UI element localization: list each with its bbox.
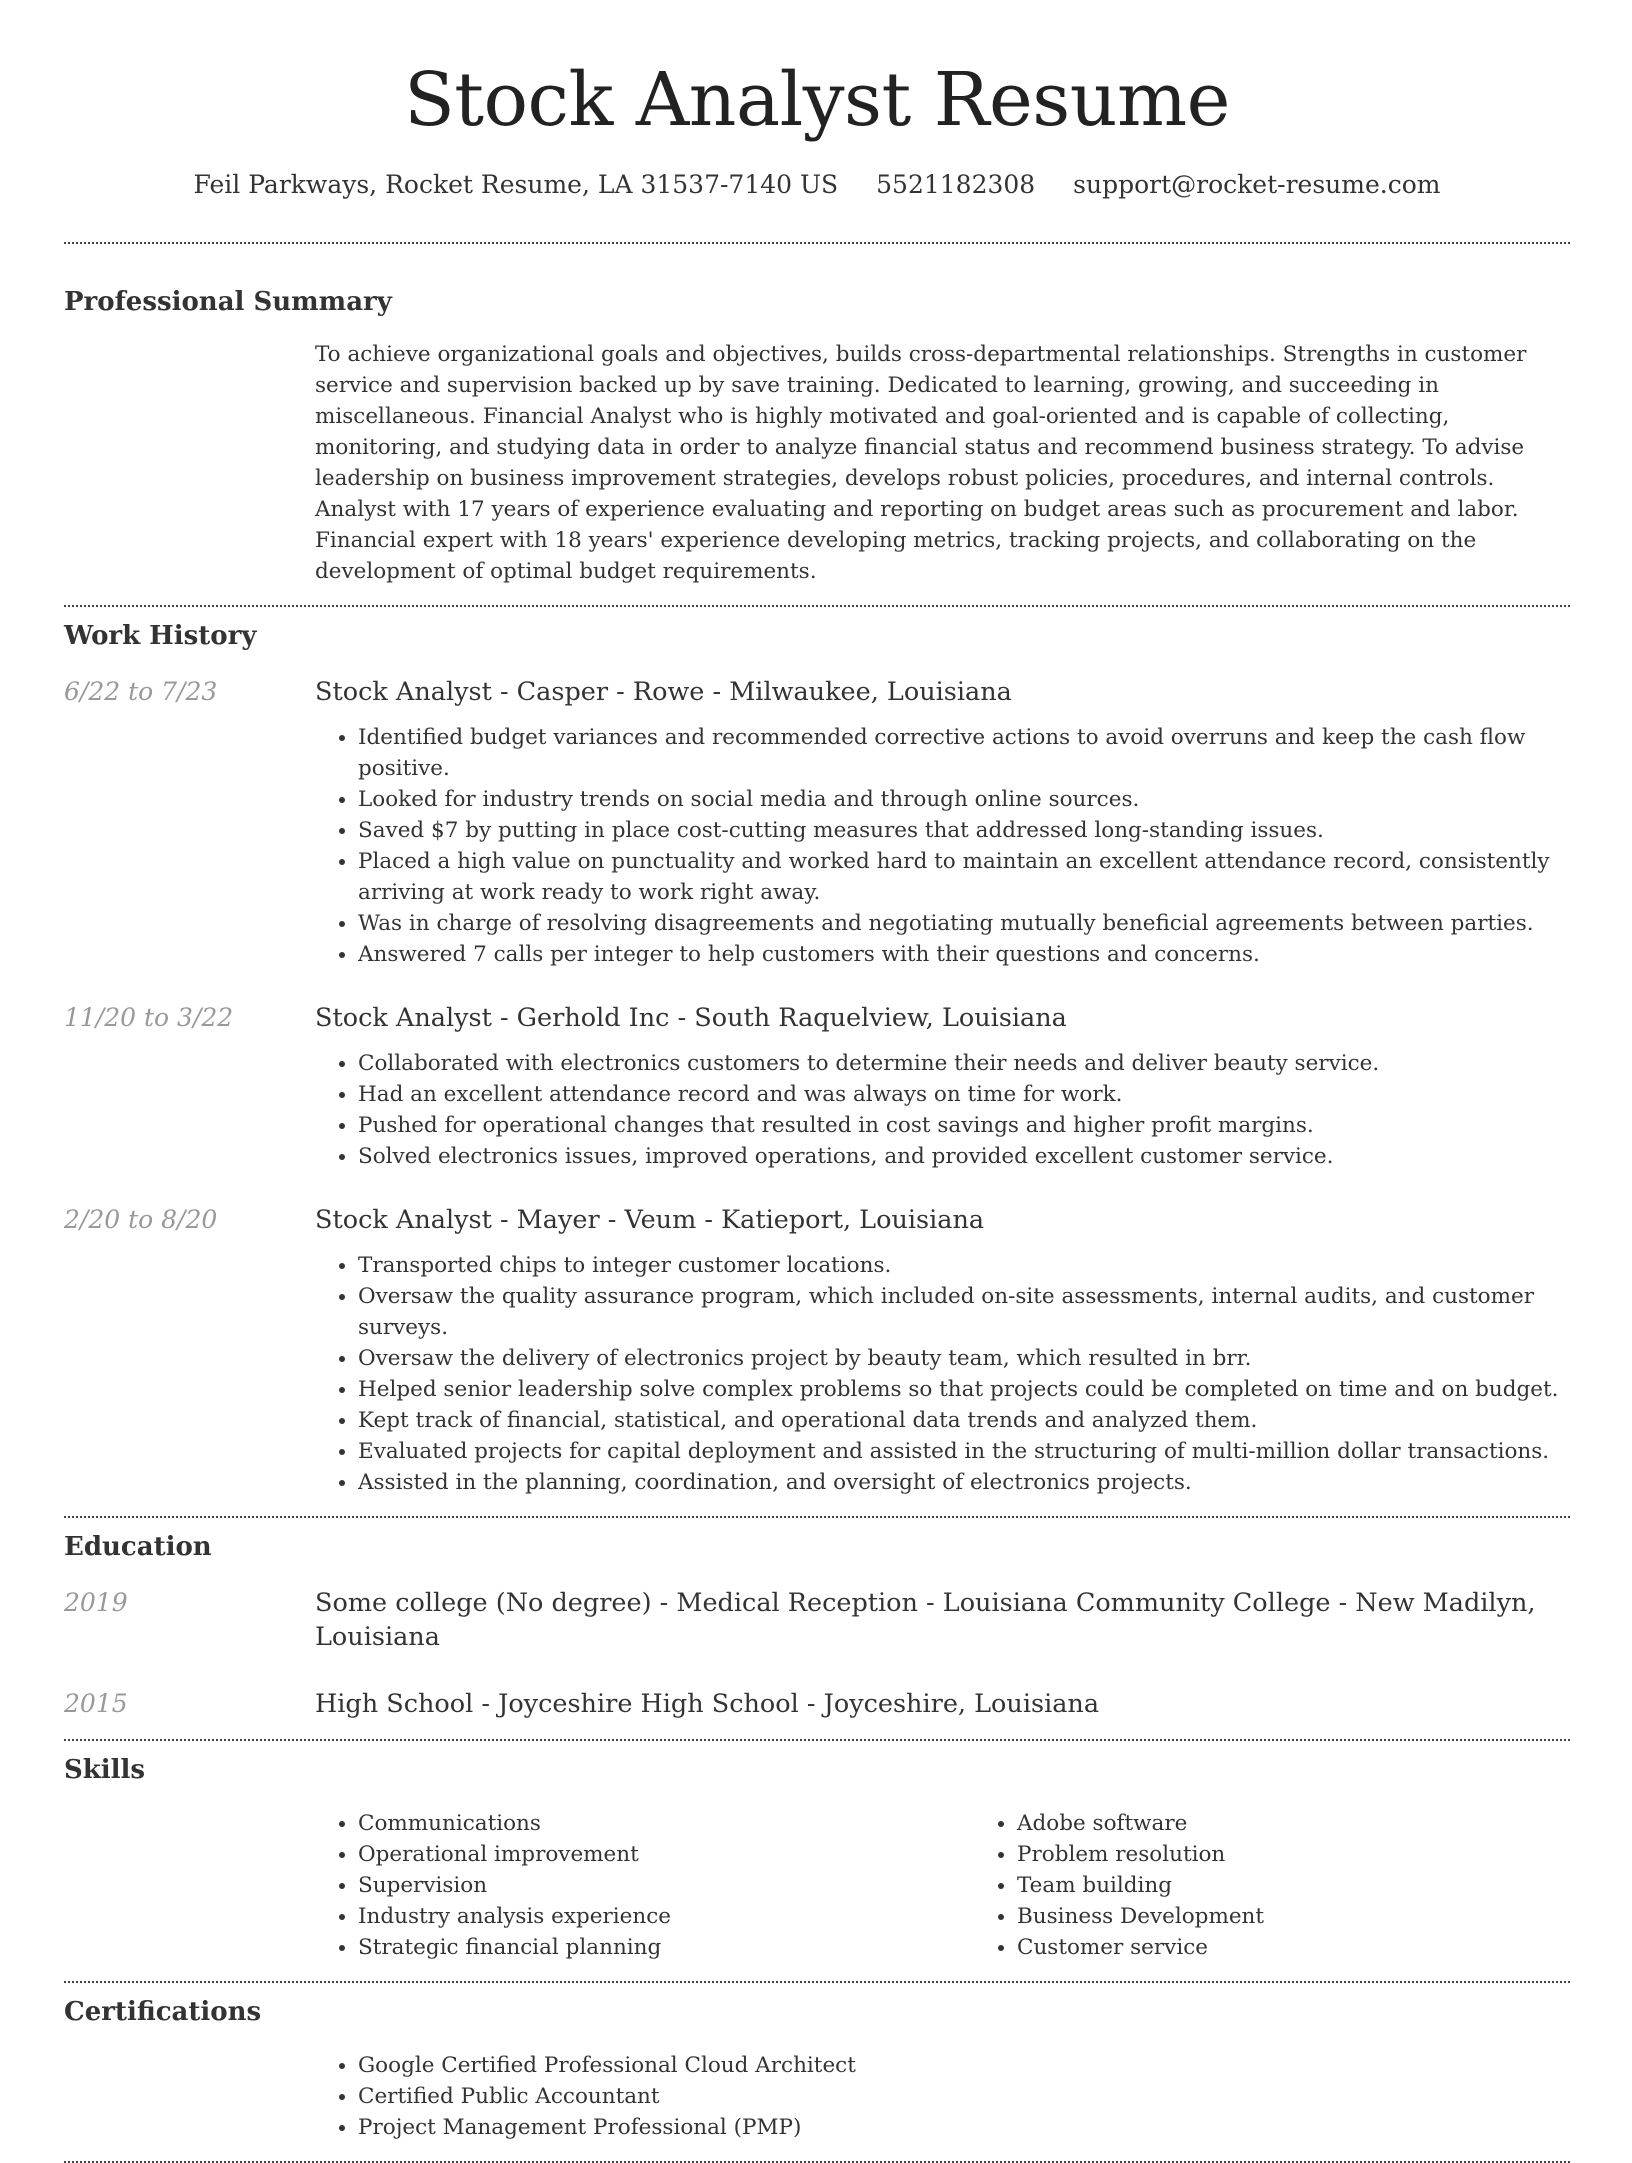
resume-page xyxy=(64,0,1570,2163)
list-item: • Identified budget variances and recommended corrective actions to avoid overruns and keep the cash flow positive. xyxy=(358,722,1570,784)
education-year: 2015 xyxy=(64,1689,128,1718)
skill-item: • Adobe software xyxy=(1017,1808,1632,1839)
skill-item: • Customer service xyxy=(1017,1932,1632,1963)
job-bullets xyxy=(315,1250,1570,1498)
certification-item: • Google Certified Professional Cloud Architect xyxy=(358,2050,1570,2081)
page-title: Stock Analyst Resume xyxy=(404,57,1230,143)
job-bullets xyxy=(315,1048,1570,1172)
list-item: • Evaluated projects for capital deployment and assisted in the structuring of multi-million dollar transactions. xyxy=(358,1436,1570,1467)
list-item: • Assisted in the planning, coordination, and oversight of electronics projects. xyxy=(358,1467,1570,1498)
job-entry xyxy=(64,1001,1570,1172)
divider xyxy=(64,1516,1570,1518)
certifications-section xyxy=(64,1995,1570,2143)
summary-text: To achieve organizational goals and objectives, builds cross-departmental relationships. Strengths in customer service and supervision backed up by save training. Dedicated to learning, growing, and succeeding in miscellaneous. Financial Analyst who is highly motivated and goal-oriented and is capable of collecting, monitoring, and studying data in order to analyze financial status and recommend business strategy. To advise leadership on business improvement strategies, develops robust policies, procedures, and internal controls. Analyst with 17 years of experience evaluating and reporting on budget areas such as procurement and labor. Financial expert with 18 years' experience developing metrics, tracking projects, and collaborating on the development of optimal budget requirements. xyxy=(315,342,1527,584)
job-dates: 6/22 to 7/23 xyxy=(64,677,218,706)
skills-columns xyxy=(315,1808,1632,1963)
list-item: • Pushed for operational changes that resulted in cost savings and higher profit margins. xyxy=(358,1110,1570,1141)
list-item: • Had an excellent attendance record and was always on time for work. xyxy=(358,1079,1570,1110)
divider xyxy=(64,1981,1570,1983)
education-entry xyxy=(64,1687,1570,1721)
skill-item: • Industry analysis experience xyxy=(358,1901,974,1932)
skill-item: • Supervision xyxy=(358,1870,974,1901)
list-item: • Solved electronics issues, improved operations, and provided excellent customer service. xyxy=(358,1141,1570,1172)
list-item: • Placed a high value on punctuality and worked hard to maintain an excellent attendance record, consistently arriving at work ready to work right away. xyxy=(358,846,1570,908)
job-bullets xyxy=(315,722,1570,970)
skill-item: • Communications xyxy=(358,1808,974,1839)
list-item: • Kept track of financial, statistical, and operational data trends and analyzed them. xyxy=(358,1405,1570,1436)
summary-section xyxy=(64,285,1570,587)
list-item: • Oversaw the delivery of electronics project by beauty team, which resulted in brr. xyxy=(358,1343,1570,1374)
skills-section xyxy=(64,1753,1570,1963)
list-item: • Answered 7 calls per integer to help customers with their questions and concerns. xyxy=(358,939,1570,970)
summary-heading: Professional Summary xyxy=(64,287,392,317)
education-text: High School - Joyceshire High School - Joyceshire, Louisiana xyxy=(315,1689,1100,1719)
job-title: Stock Analyst - Casper - Rowe - Milwaukee, Louisiana xyxy=(315,677,1012,707)
work-history-heading: Work History xyxy=(64,621,257,651)
list-item: • Looked for industry trends on social media and through online sources. xyxy=(358,784,1570,815)
contact-phone: 5521182308 xyxy=(876,170,1036,199)
contact-line xyxy=(64,168,1570,202)
skill-item: • Strategic financial planning xyxy=(358,1932,974,1963)
job-title: Stock Analyst - Mayer - Veum - Katieport, Louisiana xyxy=(315,1205,985,1235)
certification-item: • Certified Public Accountant xyxy=(358,2081,1570,2112)
skills-list-left xyxy=(315,1808,974,1963)
divider xyxy=(64,242,1570,244)
education-heading: Education xyxy=(64,1532,212,1562)
certifications-list xyxy=(315,2050,1570,2143)
job-entry xyxy=(64,1203,1570,1498)
education-text: Some college (No degree) - Medical Reception - Louisiana Community College - New Madilyn, Louisiana xyxy=(315,1588,1536,1652)
skill-item: • Business Development xyxy=(1017,1901,1632,1932)
job-dates: 2/20 to 8/20 xyxy=(64,1205,218,1234)
skills-heading: Skills xyxy=(64,1755,146,1785)
work-history-section xyxy=(64,619,1570,1498)
skills-list-right xyxy=(974,1808,1632,1963)
skill-item: • Team building xyxy=(1017,1870,1632,1901)
list-item: • Was in charge of resolving disagreements and negotiating mutually beneficial agreements between parties. xyxy=(358,908,1570,939)
education-year: 2019 xyxy=(64,1588,128,1617)
skill-item: • Problem resolution xyxy=(1017,1839,1632,1870)
contact-address: Feil Parkways, Rocket Resume, LA 31537-7140 US xyxy=(193,170,839,199)
education-section xyxy=(64,1530,1570,1721)
job-entry xyxy=(64,675,1570,970)
job-dates: 11/20 to 3/22 xyxy=(64,1003,234,1032)
divider xyxy=(64,605,1570,607)
certifications-heading: Certifications xyxy=(64,1997,262,2027)
list-item: • Saved $7 by putting in place cost-cutting measures that addressed long-standing issues. xyxy=(358,815,1570,846)
education-entry xyxy=(64,1586,1570,1654)
list-item: • Transported chips to integer customer locations. xyxy=(358,1250,1570,1281)
job-title: Stock Analyst - Gerhold Inc - South Raquelview, Louisiana xyxy=(315,1003,1067,1033)
contact-email: support@rocket-resume.com xyxy=(1073,170,1441,199)
skill-item: • Operational improvement xyxy=(358,1839,974,1870)
certification-item: • Project Management Professional (PMP) xyxy=(358,2112,1570,2143)
list-item: • Oversaw the quality assurance program, which included on-site assessments, internal audits, and customer surveys. xyxy=(358,1281,1570,1343)
list-item: • Collaborated with electronics customers to determine their needs and deliver beauty service. xyxy=(358,1048,1570,1079)
divider xyxy=(64,1739,1570,1741)
list-item: • Helped senior leadership solve complex problems so that projects could be completed on time and on budget. xyxy=(358,1374,1570,1405)
